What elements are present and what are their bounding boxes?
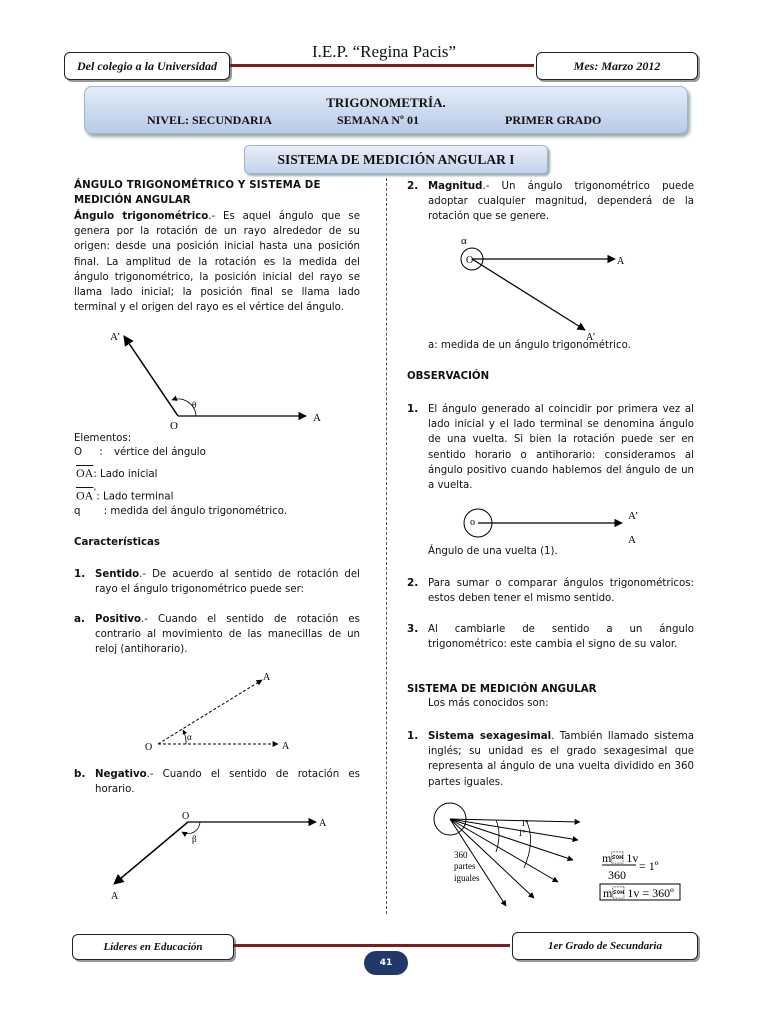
characteristics-title: Características bbox=[74, 537, 160, 548]
label-beta: β bbox=[192, 834, 197, 844]
item2-paragraph bbox=[428, 179, 694, 225]
element-measure-symbol: q bbox=[74, 506, 81, 517]
equation-text: m 1v = 360º bbox=[603, 886, 674, 900]
definition-text: .- Es aquel ángulo que se genera por la rotación de un rayo alrededor de su origen: desde una posición inicial hasta una posición final. La amplitud de la rotación es la medida del ángulo trigonométrico, la posición inicial del rayo se llama lado inicial; la posición final se llama lado terminal y el origen del rayo es el vértice del ángulo. bbox=[74, 211, 360, 314]
obs3-paragraph: Al cambiarle de sentido a un ángulo trigonométrico: este cambia el signo de su valor. bbox=[428, 624, 694, 651]
figure-negative-angle bbox=[100, 808, 340, 904]
header-right-tag: Mes: Marzo 2012 bbox=[536, 52, 698, 80]
label-a: A bbox=[319, 818, 327, 829]
week-label: SEMANA Nº 01 bbox=[337, 113, 419, 127]
figure-full-turn bbox=[456, 503, 656, 547]
label-equal: iguales bbox=[454, 873, 480, 883]
element-terminal-text: : Lado terminal bbox=[96, 491, 174, 503]
measurement-systems-subtitle: Los más conocidos son: bbox=[428, 698, 549, 709]
label-degree-2: 1º bbox=[518, 828, 526, 838]
item2-text: .- Un ángulo trigonométrico puede adoptar cualquier magnitud, dependerá de la rotación que se genere. bbox=[428, 181, 694, 223]
element-terminal-side bbox=[76, 487, 173, 503]
element-initial-side bbox=[76, 466, 158, 481]
left-heading-line2: MEDICIÓN ANGULAR bbox=[74, 195, 191, 206]
element-measure-text: : medida del ángulo trigonométrico. bbox=[103, 506, 288, 517]
header-left-tag: Del colegio a la Universidad bbox=[64, 52, 230, 80]
label-360: 360 bbox=[454, 850, 468, 860]
section-title: SISTEMA DE MEDICIÓN ANGULAR I bbox=[244, 145, 548, 174]
school-title: I.E.P. “Regina Pacis” bbox=[312, 42, 456, 61]
itemb-text: .- Cuando el sentido de rotación es horario. bbox=[95, 769, 360, 796]
figure-positive-angle bbox=[140, 668, 320, 756]
element-terminal-prime: ’ bbox=[93, 487, 97, 497]
obs1-paragraph: El ángulo generado al coincidir por primera vez al lado inicial y el lado terminal se denomina ángulo de una vuelta. Si bien la rotación puede ser en sentido horario o antihorario: consideramos al ángulo positivo cuando hablemos del ángulo de un a vuelta. bbox=[428, 404, 694, 492]
positive-terminal-ray bbox=[158, 680, 262, 744]
label-a-bottom: A bbox=[111, 891, 119, 902]
element-initial-symbol: $\overline{OA}$ bbox=[76, 466, 94, 480]
label-o: O bbox=[182, 811, 190, 822]
label-a-prime: A’ bbox=[628, 510, 639, 522]
element-vertex-text: vértice del ángulo bbox=[113, 447, 206, 458]
item1-number: 1. bbox=[74, 568, 86, 580]
positive-arc bbox=[183, 730, 186, 744]
sys1-term: Sistema sexagesimal bbox=[428, 731, 552, 742]
definition-term: Ángulo trigonométrico bbox=[74, 211, 209, 222]
subject-title: TRIGONOMETRÍA. bbox=[326, 95, 446, 110]
header-rule bbox=[230, 64, 534, 67]
itema-term: Positivo bbox=[95, 614, 142, 625]
element-vertex-sep: : bbox=[99, 447, 103, 458]
footer-left-tag: Líderes en Educación bbox=[72, 934, 234, 960]
element-initial-text: : Lado inicial bbox=[93, 469, 158, 480]
element-measure bbox=[74, 506, 287, 517]
fraction-numerator: m 1v bbox=[602, 851, 639, 865]
label-o: o bbox=[470, 517, 475, 528]
label-a: A bbox=[282, 741, 290, 752]
label-theta: θ bbox=[192, 400, 197, 410]
figure-trig-angle bbox=[100, 322, 340, 434]
left-heading-line1: ÁNGULO TRIGONOMÉTRICO Y SISTEMA DE bbox=[74, 180, 321, 191]
fraction-denominator: 360 bbox=[608, 868, 626, 882]
element-vertex bbox=[74, 447, 206, 458]
itemb-number: b. bbox=[74, 768, 86, 780]
sys1-text: . También llamado sistema inglés; su unidad es el grado sexagesimal que representa al ángulo de una vuelta dividido en 360 partes iguales. bbox=[428, 731, 694, 788]
terminal-side-ray bbox=[124, 336, 178, 416]
label-alpha: α bbox=[461, 235, 467, 247]
ray-3 bbox=[450, 819, 573, 860]
label-parts: partes bbox=[454, 861, 476, 871]
label-a-top: A bbox=[263, 672, 271, 683]
elements-title: Elementos: bbox=[74, 433, 132, 444]
course-banner bbox=[84, 86, 688, 134]
label-o: O bbox=[466, 255, 474, 266]
magnitude-terminal-ray bbox=[472, 259, 585, 330]
label-a: A bbox=[313, 412, 321, 424]
itema-text: .- Cuando el sentido de rotación es contrario al movimiento de las manecillas de un reloj (antihorario). bbox=[95, 614, 360, 656]
item1-text: .- De acuerdo al sentido de rotación del rayo el ángulo trigonométrico puede ser: bbox=[95, 569, 360, 596]
sys1-paragraph bbox=[428, 729, 694, 790]
label-a: A bbox=[628, 534, 636, 546]
element-terminal-symbol: $\overline{OA}$ bbox=[76, 488, 94, 503]
itema-paragraph bbox=[95, 612, 360, 658]
itema-number: a. bbox=[74, 613, 85, 625]
footer-rule bbox=[234, 944, 510, 947]
itemb-paragraph bbox=[95, 767, 360, 797]
itemb-term: Negativo bbox=[95, 769, 147, 780]
obs1-number: 1. bbox=[407, 403, 419, 415]
figure-sexagesimal bbox=[430, 800, 700, 912]
obs3-number: 3. bbox=[407, 623, 419, 635]
column-divider bbox=[386, 178, 387, 914]
footer-right-tag: 1er Grado de Secundaria bbox=[512, 932, 698, 960]
label-o: O bbox=[170, 420, 178, 432]
full-turn-caption: Ángulo de una vuelta (1). bbox=[428, 546, 558, 557]
sys1-number: 1. bbox=[407, 730, 419, 742]
label-a-prime: A’ bbox=[586, 332, 596, 343]
definition-paragraph bbox=[74, 209, 360, 315]
fraction-result: = 1º bbox=[639, 859, 659, 873]
item1-paragraph bbox=[95, 567, 360, 597]
label-degree-1: 1º bbox=[521, 818, 529, 828]
label-alpha: α bbox=[187, 732, 192, 742]
ray-1 bbox=[450, 819, 580, 822]
grade-label: PRIMER GRADO bbox=[505, 113, 602, 127]
element-vertex-symbol: O bbox=[74, 447, 83, 458]
label-a-prime: A’ bbox=[110, 331, 121, 343]
measurement-systems-title: SISTEMA DE MEDICIÓN ANGULAR bbox=[407, 684, 597, 695]
label-o: O bbox=[145, 742, 153, 753]
magnitude-caption: a: medida de un ángulo trigonométrico. bbox=[428, 340, 631, 351]
obs2-paragraph: Para sumar o comparar ángulos trigonométricos: estos deben tener el mismo sentido. bbox=[428, 578, 694, 605]
obs2-number: 2. bbox=[407, 577, 419, 589]
figure-magnitude bbox=[455, 232, 635, 344]
level-label: NIVEL: SECUNDARIA bbox=[147, 113, 273, 127]
negative-arc bbox=[182, 822, 200, 834]
item2-number: 2. bbox=[407, 180, 419, 192]
label-a: A bbox=[617, 256, 625, 267]
negative-terminal-ray bbox=[114, 822, 188, 884]
item2-term: Magnitud bbox=[428, 181, 483, 192]
item1-term: Sentido bbox=[95, 569, 140, 580]
page-number-badge: 41 bbox=[364, 951, 408, 975]
observation-title: OBSERVACIÓN bbox=[407, 371, 490, 382]
